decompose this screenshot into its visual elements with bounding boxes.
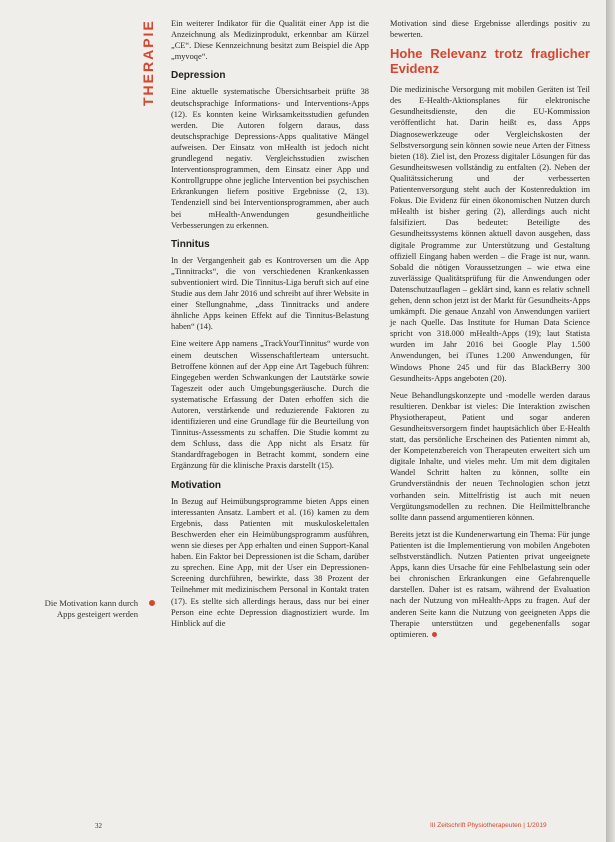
paragraph-depression: Eine aktuelle systematische Übersichtsarbeit prüfte 38 deutschsprachige Informations- und Interventions-Apps (12). Es konnten keine Wirksamkeitsstudien gefunden werden. Die Autoren folgern daraus, dass deutschsprachige Depressions-Apps qualitative Mängel aufweisen. Der Einsatz von mHealth ist jedoch nicht grundlegend negativ. Vergleichsstudien zwischen Interventionsprogrammen, dem Einsatz einer App und Kontrollgruppe ohne jegliche Intervention bei psychischen Erkrankungen liefern positive Ergebnisse (2, 13). Tendenziell sind bei Interventionsprogrammen, aber auch bei mHealth-Anwendungen gesundheitliche Verbesserungen zu erkennen.: [171, 87, 369, 230]
bullet-dot-icon: [149, 600, 155, 606]
paragraph-continuation: Motivation sind diese Ergebnisse allerdings positiv zu bewerten.: [390, 19, 590, 40]
paragraph-motivation: In Bezug auf Heimübungsprogramme bieten Apps einen interessanten Ansatz. Lambert et al. (16) kamen zu dem Ergebnis, dass Patienten mit muskuloskelettalen Beschwerden eher ein Heimübungsprogramm ausführen, wenn sie dieses per App erhalten und einen Support-Kanal haben. Ein Faktor bei Depressionen ist die Scham, darüber zu sprechen. Eine App, mit der User ein Depressionen-Screening durchführen, bewirkte, dass 38 Prozent der Teilnehmer mit medizinischem Personal in Kontakt traten (17). Es stellte sich allerdings heraus, dass nur bei einer Person eine echte Depression diagnostiziert wurde. Im Hinblick auf die: [171, 496, 369, 628]
heading-relevanz: Hohe Relevanz trotz fraglicher Evidenz: [390, 46, 590, 77]
journal-footer: III Zeitschrift Physiotherapeuten | 1/2019: [430, 822, 547, 829]
paragraph-relevanz-2: Neue Behandlungskonzepte und -modelle werden daraus resultieren. Denkbar ist vieles: Die Interaktion zwischen Physiotherapeut, Patient und sogar anderen Gesundheitsversorgern findet hauptsächlich über E-Health statt, das persönliche Erscheinen des Patienten nimmt ab, der Kompetenzbereich von Therapeuten erweitert sich um digitale Inhalte, und vieles mehr. Um mit dem digitalen Wandel Schritt halten zu können, sollte ein Grundverständnis der neuen Technologien schon jetzt vorhanden sein. Mittelfristig ist auch mit neuen Vergütungsmodellen zu rechnen. Die Heilmittelbranche sollte dann passend argumentieren können.: [390, 390, 590, 522]
article-column-left: [171, 18, 369, 635]
heading-motivation: Motivation: [171, 479, 221, 491]
heading-depression: Depression: [171, 70, 226, 82]
paragraph-relevanz-3: [390, 529, 590, 640]
article-column-right: [390, 18, 590, 646]
paragraph-tinnitus-1: In der Vergangenheit gab es Kontroversen um die App „Tinnitracks“, die von verschiedenen Krankenkassen subventioniert wird. Die Tinnitus-Liga beruft sich auf eine Studie aus dem Jahr 2016 und schreibt auf ihrer Website in einer Stellungnahme, „dass Tinnitracks und andere ähnliche Apps keinen Effekt auf die Tinnitus-Belastung haben“ (14).: [171, 255, 369, 332]
paragraph-intro: Ein weiterer Indikator für die Qualität einer App ist die Anzeichnung als Medizinprodukt, erkennbar am Kürzel „CE“. Diese Kennzeichnung besitzt zum Beispiel die App „myvoqe“.: [171, 19, 369, 62]
paragraph-tinnitus-2: Eine weitere App namens „TrackYourTinnitus“ wurde von einem deutschen Wissenschaftlerteam untersucht. Betroffene können auf der App eine Art Tagebuch führen: Eingegeben werden Schwankungen der Lautstärke sowie Tageszeit oder auch Umgebungsgeräusche. Durch die systematische Erfassung der Daten erhoffen sich die Autoren, verstärkende und reduzierende Faktoren zu identifizieren und eine Grundlage für die Beurteilung von Tinnitus-Assessments zu schaffen. Die Studie kommt zu dem Schluss, dass die App nicht als Ersatz für Standardfragebogen in Betracht kommt, sondern eine Ergänzung für die klinische Praxis darstellt (15).: [171, 339, 369, 471]
paragraph-relevanz-3-text: Bereits jetzt ist die Kundenerwartung ein Thema: Für junge Patienten ist die Implementierung von mobilen Angeboten selbstverständlich. Nutzen Patienten privat ungeeignete Apps, kann dies Ursache für eine Fehlbelastung sein oder bei chronischen Erkrankungen eine Gefahrenquelle darstellen. Daher ist es ratsam, während der Evaluation nach der Nutzung von mHealth-Apps zu fragen. Auf der anderen Seite kann die Nutzung von geeigneten Apps die Therapie unterstützen und gegebenenfalls sogar optimieren.: [390, 529, 590, 639]
page-number: 32: [95, 822, 102, 830]
end-mark-icon: [432, 632, 437, 637]
paragraph-relevanz-1: Die medizinische Versorgung mit mobilen Geräten ist Teil des E-Health-Aktionsplanes für elektronische Gesundheitsdienste, den die EU-Kommission veröffentlicht hat. Darin heißt es, dass Apps Diagnosewerkzeuge oder Vergleichskosten der Selbstversorgung sein können sowie neue Arten der Fitness bieten (18). Ziel ist, den Prozess digitaler Lösungen für das Gesundheitswesen vollständig zu entfalten (2). Neben der Qualitätssicherung und der verbesserten Patientenversorgung steht auch der Kostenreduktion im Fokus. Die Evidenz für einen ökonomischen Nutzen durch mHealth ist bisher gering (2), allerdings auch nicht falsifiziert. Das bedeutet: Beteiligte des Gesundheitssystems können aktuell davon ausgehen, dass digitale Programme zur Unterstützung und Gestaltung offiziell Eingang haben werden – die Frage ist nur, wann. Sobald die nötigen Voraussetzungen – wie etwa eine zuverlässige Qualitätsprüfung für die Anwendungen oder Datenschutzauflagen – geklärt sind, kann es relativ schnell gehen, denn schon jetzt ist der Markt für Gesundheits-Apps umkämpft. Die genaue Anzahl von Anwendungen variiert je nach Quelle. Das Institute for Human Data Science spricht von 318.000 mHealth-Apps (19); laut Statista wurden im Jahr 2016 bei Google Play 1.500 Anwendungen, bei iTunes 1.200 Anwendungen, für Windows Phone 245 und für das BlackBerry 300 Gesundheits-Apps angeboten (20).: [390, 85, 590, 383]
heading-tinnitus: Tinnitus: [171, 238, 210, 250]
section-tag: THERAPIE: [140, 19, 156, 106]
page-edge: [606, 0, 615, 842]
margin-note: Die Motivation kann durch Apps gesteigert werden: [44, 598, 138, 619]
